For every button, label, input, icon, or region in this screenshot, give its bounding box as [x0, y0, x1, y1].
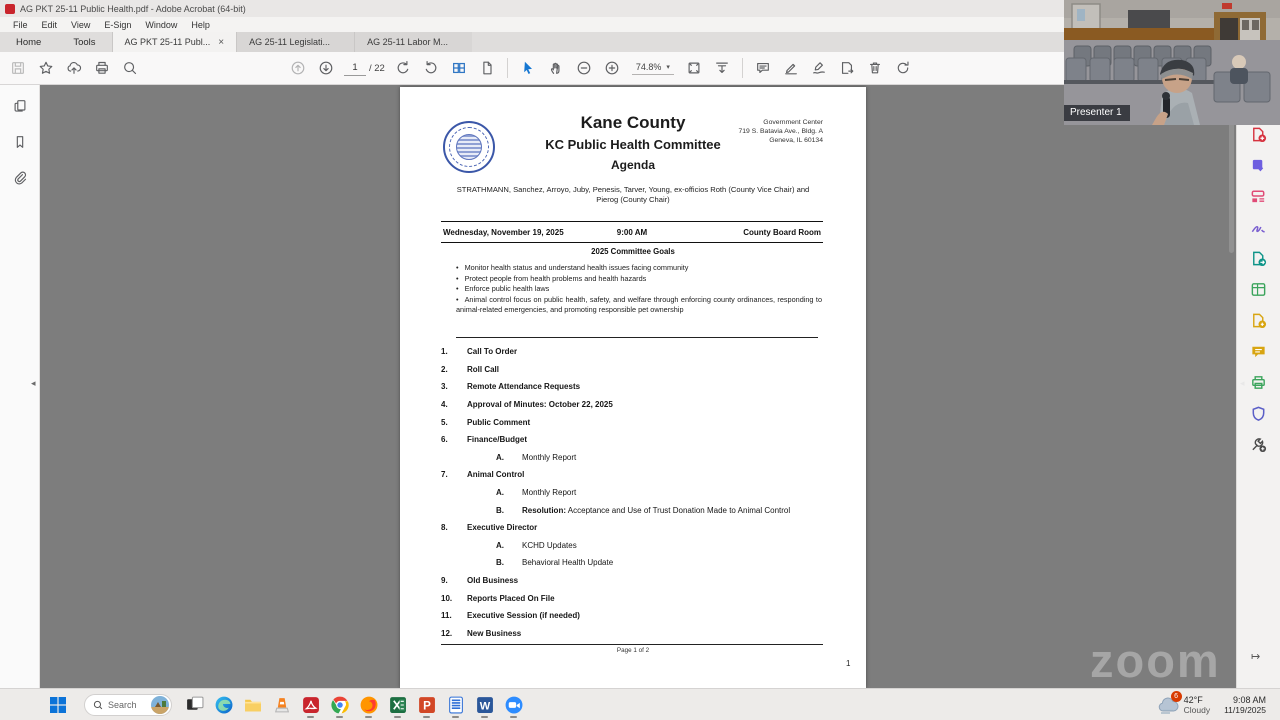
meeting-info-row: [441, 221, 823, 243]
goal-item: • Animal control focus on public health, safety, and welfare through enforcing county ordinances, responding to animal-related emergencies, and promoting responsible pet ownership: [456, 294, 822, 315]
zoom-in-button[interactable]: [598, 55, 626, 81]
taskbar-app-file-explorer[interactable]: [238, 691, 267, 719]
windows-logo-icon: [50, 697, 66, 713]
protect-tool-button[interactable]: [1250, 404, 1268, 422]
powerpoint-icon: [417, 695, 436, 714]
agenda-item: 10. Reports Placed On File: [441, 593, 555, 603]
search-icon: [93, 700, 103, 710]
presenter-video-feed: [1064, 0, 1280, 125]
taskbar-app-zoom-app[interactable]: [499, 691, 528, 719]
export-pdf-icon: [1250, 250, 1267, 267]
page-footer: Page 1 of 2: [616, 647, 650, 654]
start-button[interactable]: [46, 693, 70, 717]
comment-tool-button[interactable]: [749, 55, 777, 81]
address-block: [738, 118, 823, 145]
highlighter-icon: [783, 60, 799, 76]
combine-files-icon: [1250, 157, 1267, 174]
address-line: Geneva, IL 60134: [769, 137, 823, 144]
protect-icon: [1250, 405, 1267, 422]
weather-temp: 42°F: [1183, 695, 1203, 705]
taskbar-app-edge[interactable]: [209, 691, 238, 719]
menu-edit[interactable]: Edit: [41, 19, 58, 30]
document-title: Kane County: [580, 113, 686, 132]
taskbar-app-task-view[interactable]: [180, 691, 209, 719]
agenda-item: 3. Remote Attendance Requests: [441, 382, 581, 392]
menu-window[interactable]: Window: [145, 19, 178, 30]
running-indicator: [307, 716, 314, 718]
goal-item: • Enforce public health laws: [456, 284, 550, 294]
fit-page-icon: [686, 60, 702, 76]
agenda-item: 2. Roll Call: [441, 364, 500, 374]
pages-panel-button[interactable]: [0, 91, 40, 121]
taskbar-app-word[interactable]: [470, 691, 499, 719]
previous-page-button[interactable]: [284, 55, 312, 81]
taskbar-app-acrobat[interactable]: [296, 691, 325, 719]
footer-rule: [441, 644, 823, 645]
firefox-icon: [359, 695, 378, 714]
document-subtitle: KC Public Health Committee: [545, 137, 721, 152]
document-tab-2[interactable]: [236, 32, 354, 52]
create-pdf-tool-button[interactable]: [1250, 125, 1268, 143]
collapse-right-panel-icon[interactable]: ◂: [1240, 378, 1245, 388]
agenda-item: 12. New Business: [441, 628, 522, 638]
search-placeholder: Search: [108, 699, 137, 710]
acrobat-app-icon: [5, 4, 15, 14]
zoom-out-button[interactable]: [570, 55, 598, 81]
print-button[interactable]: [88, 55, 116, 81]
weather-condition: Cloudy: [1183, 705, 1211, 715]
file-explorer-icon: [243, 695, 262, 714]
edge-icon: [214, 695, 233, 714]
running-indicator: [394, 716, 401, 718]
document-tab-label: AG 25-11 Labor M...: [367, 37, 448, 47]
vlc-icon: [272, 695, 291, 714]
more-tools-tool-button[interactable]: [1250, 435, 1268, 453]
search-highlight-image[interactable]: [151, 696, 169, 714]
document-tab-label: AG PKT 25-11 Publ...: [124, 37, 211, 47]
collapse-left-panel-icon[interactable]: ◂: [31, 378, 36, 388]
menu-file[interactable]: File: [13, 19, 28, 30]
agenda-item: 11. Executive Session (if needed): [441, 611, 580, 621]
print-production-icon: [1250, 374, 1267, 391]
export-pdf-tool-button[interactable]: [1250, 249, 1268, 267]
running-indicator: [336, 716, 343, 718]
stamp-tool-button[interactable]: [833, 55, 861, 81]
select-tool-button[interactable]: [514, 55, 542, 81]
running-indicator: [423, 716, 430, 718]
agenda-subitem: A. KCHD Updates: [496, 540, 577, 550]
agenda-item: 1. Call To Order: [441, 347, 518, 357]
running-indicator: [452, 716, 459, 718]
fill-sign-tool-button[interactable]: [805, 55, 833, 81]
scrolling-mode-button[interactable]: [445, 55, 473, 81]
menu-e-sign[interactable]: E-Sign: [104, 19, 132, 30]
close-tab-icon[interactable]: ×: [218, 36, 225, 48]
svg-text:P: P: [423, 699, 431, 713]
goals-title: 2025 Committee Goals: [591, 247, 675, 256]
document-tab-3[interactable]: [354, 32, 472, 52]
chrome-icon: [330, 695, 349, 714]
taskbar-app-vlc[interactable]: [267, 691, 296, 719]
zoom-level-value: 74.8%: [635, 62, 662, 72]
agenda-subitem: A. Monthly Report: [496, 452, 577, 462]
single-page-view-button[interactable]: [473, 55, 501, 81]
agenda-item: 5. Public Comment: [441, 417, 531, 427]
highlight-tool-button[interactable]: [777, 55, 805, 81]
weather-widget[interactable]: [1157, 695, 1210, 715]
meeting-time: 9:00 AM: [616, 227, 648, 237]
svg-text:W: W: [479, 700, 491, 713]
goals-list: [456, 263, 822, 316]
taskbar: [0, 688, 1280, 720]
cursor-icon: [520, 60, 536, 76]
page-number-input[interactable]: [344, 60, 366, 76]
organize-pages-tool-button[interactable]: [1250, 280, 1268, 298]
page-total-label: / 22: [369, 62, 385, 74]
chevron-down-icon: ▾: [666, 64, 670, 71]
paperclip-panel-button[interactable]: [0, 163, 40, 193]
agenda-separator: [456, 337, 818, 338]
pdf-page: [400, 87, 866, 688]
menu-help[interactable]: Help: [191, 19, 210, 30]
notes-icon: [446, 695, 465, 714]
create-pdf-icon: [1250, 126, 1267, 143]
fillsign-icon: [811, 60, 827, 76]
notification-badge: 6: [1171, 691, 1182, 702]
refresh-icon: [895, 60, 911, 76]
circle-down-icon: [318, 60, 334, 76]
fill-sign-icon: [1250, 219, 1267, 236]
document-type: Agenda: [610, 158, 655, 172]
edit-pdf-tool-button[interactable]: [1250, 187, 1268, 205]
more-tools-icon: [1250, 436, 1267, 453]
search-input[interactable]: [84, 694, 172, 716]
taskbar-app-powerpoint[interactable]: [412, 691, 441, 719]
running-indicator: [481, 716, 488, 718]
goal-item: • Monitor health status and understand health issues facing community: [456, 263, 689, 272]
clock-date: 11/19/2025: [1224, 705, 1266, 715]
taskbar-app-notes[interactable]: [441, 691, 470, 719]
task-view-icon: [185, 695, 204, 714]
star-button[interactable]: [32, 55, 60, 81]
find-button[interactable]: [116, 55, 144, 81]
compress-pdf-icon: [1250, 312, 1267, 329]
document-tab-label: AG 25-11 Legislati...: [249, 37, 330, 47]
hand-tool-button[interactable]: [542, 55, 570, 81]
running-indicator: [510, 716, 517, 718]
comment-icon: [755, 60, 771, 76]
menu-view[interactable]: View: [71, 19, 91, 30]
running-indicator: [365, 716, 372, 718]
refresh-button[interactable]: [889, 55, 917, 81]
stamp-icon: [839, 60, 855, 76]
share-button[interactable]: [60, 55, 88, 81]
acrobat-icon: [301, 695, 320, 714]
document-pane: [40, 85, 1236, 688]
presenter-name-label: Presenter 1: [1064, 105, 1130, 121]
fit-width-icon: [714, 60, 730, 76]
zoom-level-dropdown[interactable]: [632, 61, 674, 75]
agenda-item: 9. Old Business: [441, 576, 519, 586]
save-button[interactable]: [4, 55, 32, 81]
document-tab-1[interactable]: [112, 32, 237, 52]
plus-circle-icon: [604, 60, 620, 76]
hand-icon: [548, 60, 564, 76]
trash-icon: [867, 60, 883, 76]
edit-pdf-icon: [1250, 188, 1267, 205]
circle-up-icon: [290, 60, 306, 76]
pages-icon: [12, 98, 28, 114]
agenda-item: 7. Animal Control: [441, 470, 525, 480]
bookmark-panel-button[interactable]: [0, 127, 40, 157]
fit-width-button[interactable]: [708, 55, 736, 81]
system-tray: [1157, 689, 1280, 720]
taskbar-clock[interactable]: [1224, 695, 1266, 715]
comment-icon: [1250, 343, 1267, 360]
agenda-item: 6. Finance/Budget: [441, 435, 528, 445]
clock-time: 9:08 AM: [1232, 695, 1266, 705]
committee-members: STRATHMANN, Sanchez, Arroyo, Juby, Penesis, Tarver, Young, ex-officios Roth (County Vice Chair) and Pierog (County Chair): [456, 185, 810, 204]
window-title: AG PKT 25-11 Public Health.pdf - Adobe Acrobat (64-bit): [20, 3, 246, 14]
next-page-button[interactable]: [312, 55, 340, 81]
combine-files-tool-button[interactable]: [1250, 156, 1268, 174]
paperclip-icon: [12, 170, 28, 186]
rotate-ccw-icon: [423, 60, 439, 76]
delete-pages-button[interactable]: [861, 55, 889, 81]
excel-icon: [388, 695, 407, 714]
agenda-item: 8. Executive Director: [441, 523, 538, 533]
rotate-cw-icon: [395, 60, 411, 76]
taskbar-app-excel[interactable]: [383, 691, 412, 719]
minus-circle-icon: [576, 60, 592, 76]
taskbar-app-firefox[interactable]: [354, 691, 383, 719]
address-line: 719 S. Batavia Ave., Bldg. A: [738, 128, 823, 135]
bookmark-icon: [12, 134, 28, 150]
agenda-item: 4. Approval of Minutes: October 22, 2025: [441, 400, 613, 410]
agenda-subitem: A. Monthly Report: [496, 488, 577, 498]
fill-sign-tool-button[interactable]: [1250, 218, 1268, 236]
comment-tool-button[interactable]: [1250, 342, 1268, 360]
single-page-icon: [479, 60, 495, 76]
organize-pages-icon: [1250, 281, 1267, 298]
tab-home[interactable]: Home: [16, 36, 42, 48]
scroll-mode-icon: [451, 60, 467, 76]
compress-pdf-tool-button[interactable]: [1250, 311, 1268, 329]
page-number-label: 1: [846, 659, 851, 668]
agenda-subitem: B. Behavioral Health Update: [496, 558, 614, 568]
meeting-location: County Board Room: [743, 227, 821, 237]
word-icon: [475, 695, 494, 714]
agenda-subitem: B. Resolution: Acceptance and Use of Trust Donation Made to Animal Control: [496, 505, 791, 515]
zoom-watermark: zoom: [1090, 634, 1221, 687]
rotate-clockwise-button[interactable]: [389, 55, 417, 81]
goal-item: • Protect people from health problems and health hazards: [456, 273, 647, 283]
pinned-apps: [180, 691, 528, 719]
rotate-counterclockwise-button[interactable]: [417, 55, 445, 81]
address-line: Government Center: [763, 119, 823, 126]
meeting-date: Wednesday, November 19, 2025: [443, 227, 564, 237]
taskbar-app-chrome[interactable]: [325, 691, 354, 719]
expand-tools-panel-icon[interactable]: ↦: [1251, 651, 1261, 663]
fit-page-button[interactable]: [680, 55, 708, 81]
tab-tools[interactable]: Tools: [73, 36, 96, 48]
zoom-app-icon: [504, 695, 523, 714]
agenda-list: [400, 343, 866, 642]
print-production-tool-button[interactable]: [1250, 373, 1268, 391]
